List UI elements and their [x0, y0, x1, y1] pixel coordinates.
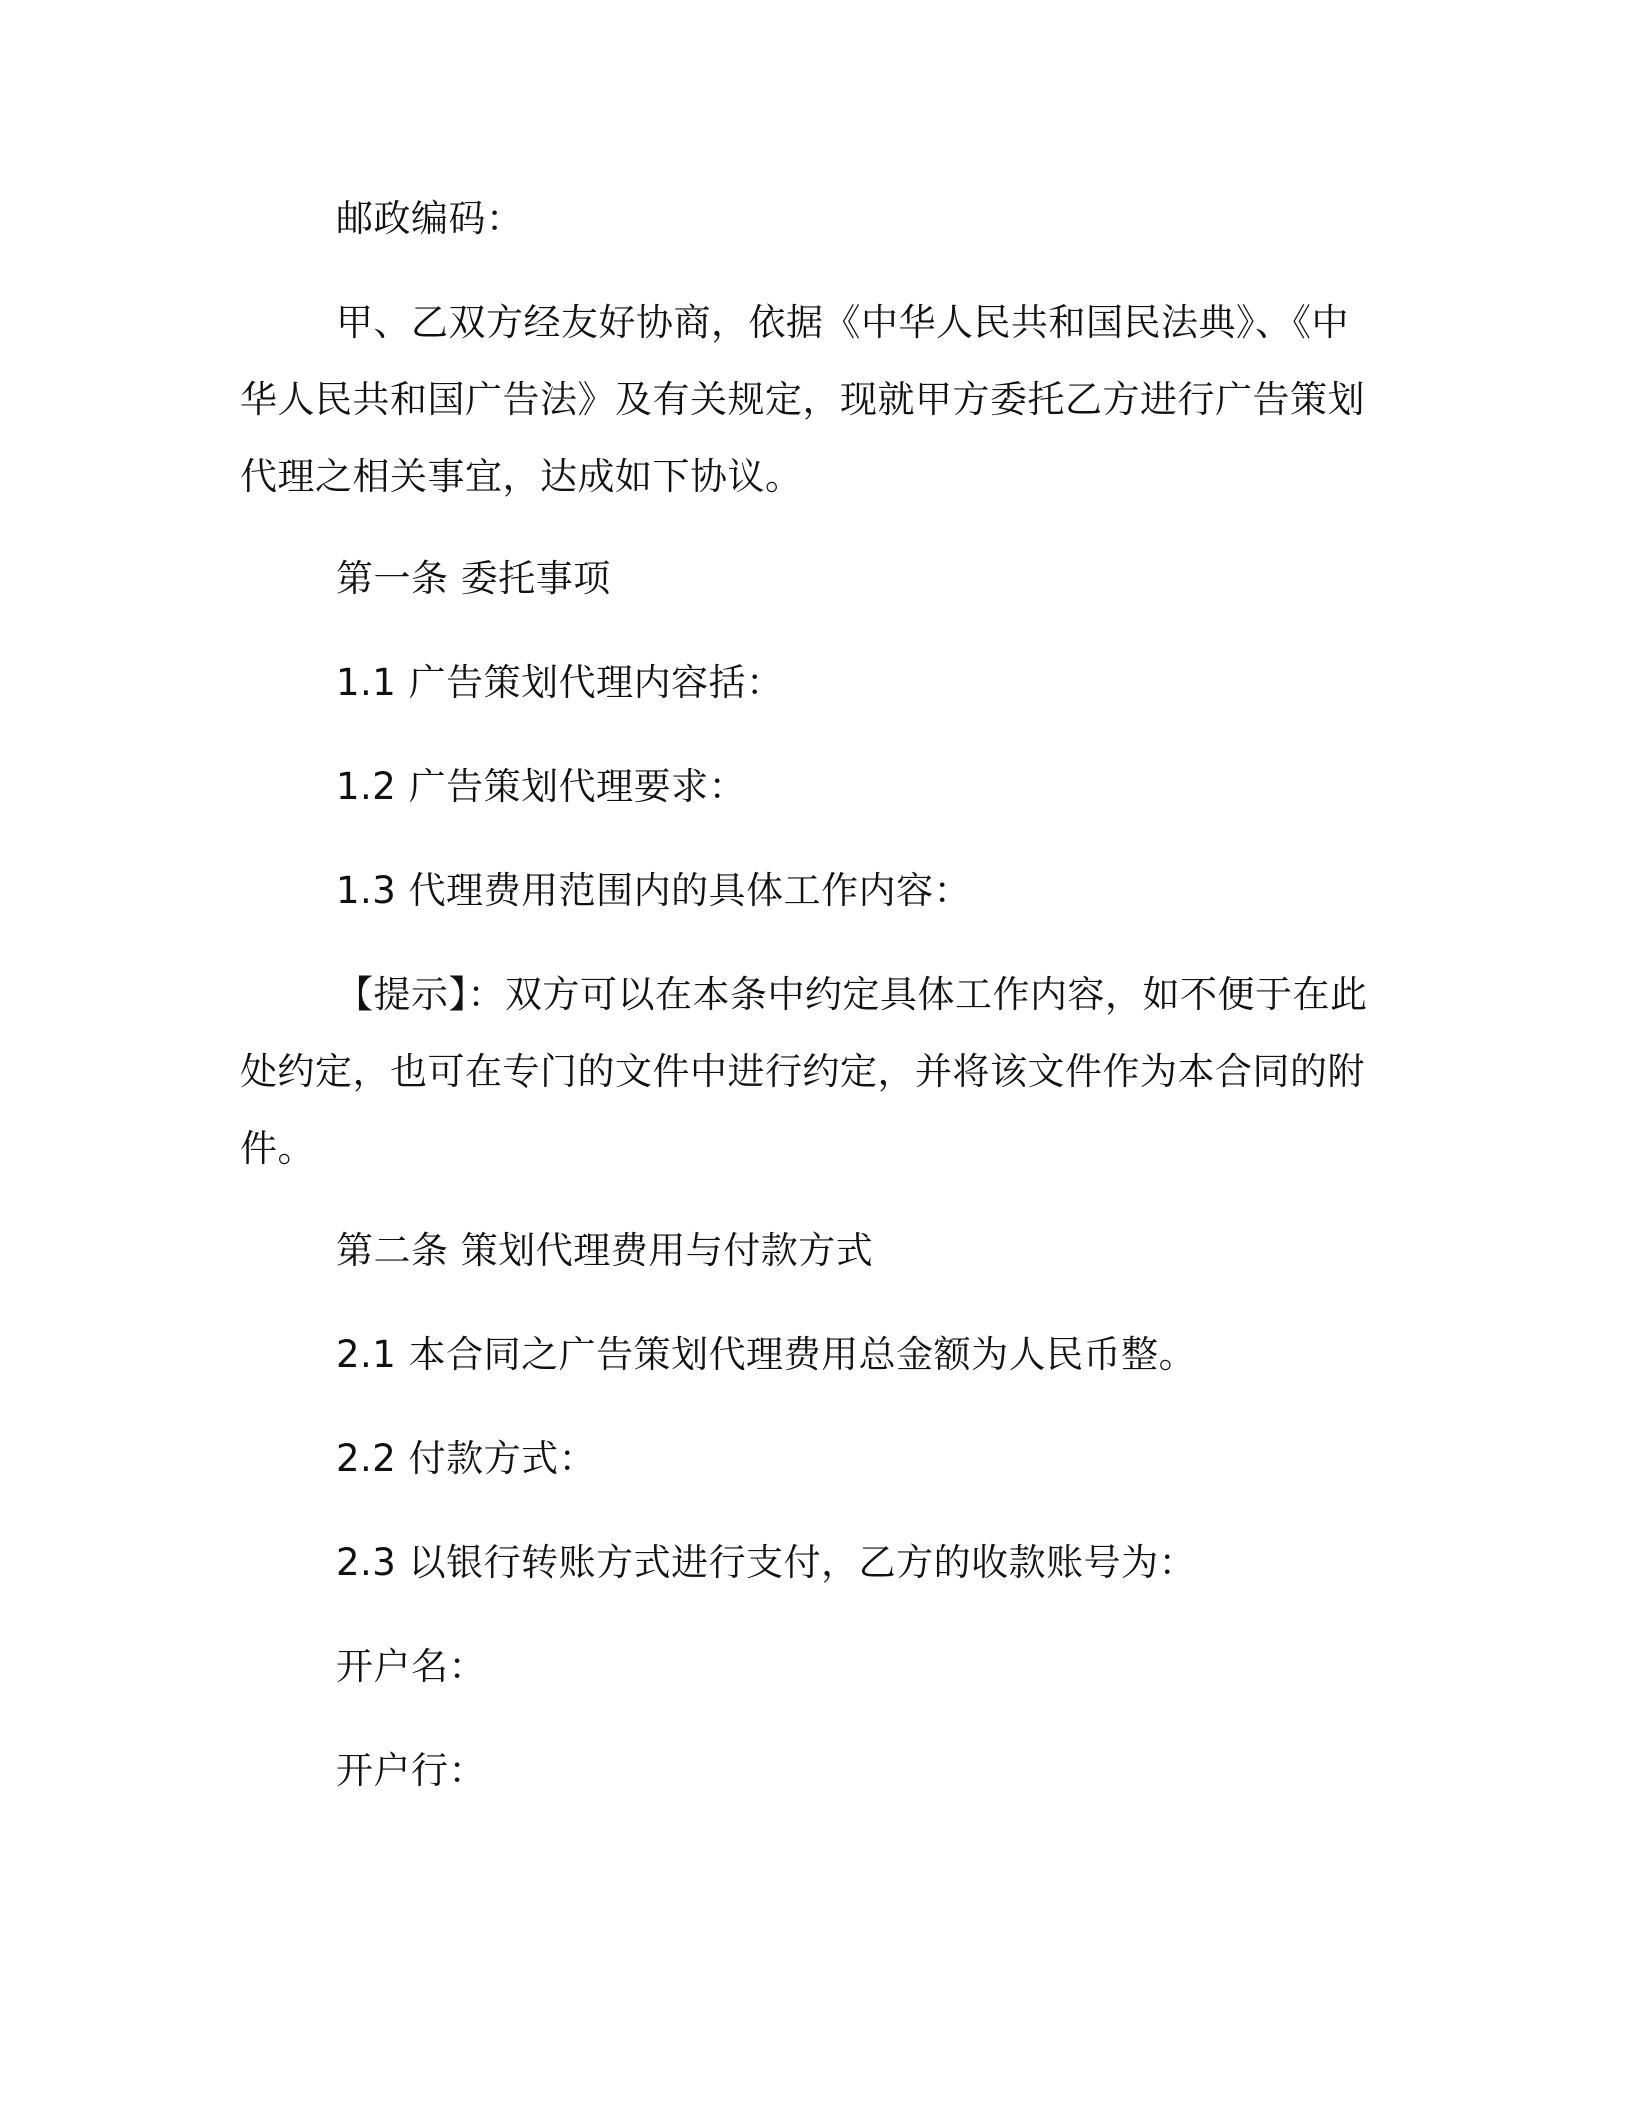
- bank-name-label: 开户行：: [336, 1749, 486, 1792]
- hint-paragraph: 【提示】：双方可以在本条中约定具体工作内容，如不便于在此处约定，也可在专门的文件中进行约定，并将该文件作为本合同的附件。: [240, 973, 1368, 1170]
- clause-2-2: 2.2 付款方式：: [336, 1437, 597, 1480]
- preamble-paragraph: 甲、乙双方经友好协商，依据《中华人民共和国民法典》、《中华人民共和国广告法》及有关规定，现就甲方委托乙方进行广告策划代理之相关事宜，达成如下协议。: [240, 301, 1365, 498]
- article-one-heading: 第一条 委托事项: [336, 557, 611, 600]
- clause-2-1: 2.1 本合同之广告策划代理费用总金额为人民币整。: [336, 1333, 1197, 1376]
- clause-1-1: 1.1 广告策划代理内容括：: [336, 661, 784, 704]
- clause-1-3: 1.3 代理费用范围内的具体工作内容：: [336, 869, 972, 912]
- account-name-label: 开户名：: [336, 1645, 486, 1688]
- postal-code-label: 邮政编码：: [336, 197, 524, 240]
- clause-1-2: 1.2 广告策划代理要求：: [336, 765, 747, 808]
- article-two-heading: 第二条 策划代理费用与付款方式: [336, 1229, 874, 1272]
- clause-2-3: 2.3 以银行转账方式进行支付，乙方的收款账号为：: [336, 1541, 1197, 1584]
